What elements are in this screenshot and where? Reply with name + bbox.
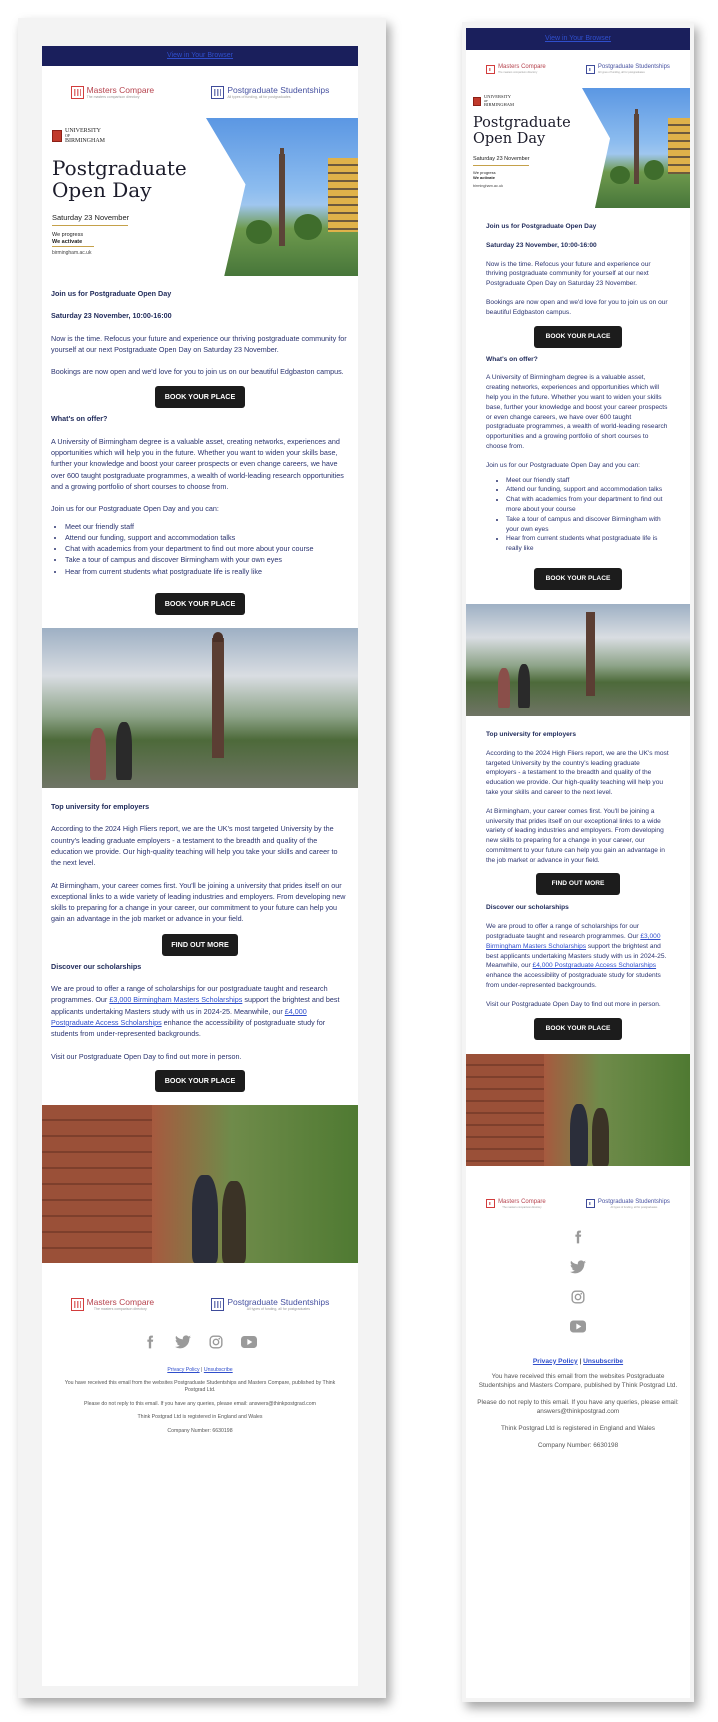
pg-studentships-mark-icon — [586, 65, 595, 74]
employers-para2: At Birmingham, your career comes first. You'll be joining a university that prides itself on our exceptional links to a wide variety of leading industries and employers. From developing new skills to preparing for a change in your career, our commitment to your future can help you gain an advantage in the job market or advance in your field. — [51, 880, 346, 924]
intro-para1: Now is the time. Refocus your future and experience our thriving postgraduate community for yourself at our next Postgraduate Open Day on Saturday 23 November. — [51, 333, 347, 354]
list-item: • Attend our funding, support and accommodation talks — [506, 485, 670, 495]
facebook-icon[interactable] — [143, 1335, 157, 1349]
pg-studentships-logo[interactable]: Postgraduate Studentships All types of funding, all for postgraduates — [211, 86, 329, 99]
pg-studentships-mark-icon — [211, 86, 224, 99]
offer-heading: What's on offer? — [51, 414, 108, 424]
facebook-icon[interactable] — [571, 1230, 585, 1244]
hero-title: Postgraduate Open Day — [473, 115, 571, 147]
hero-date: Saturday 23 November — [52, 213, 130, 222]
footer-company: Company Number: 6630198 — [167, 1427, 233, 1434]
header-logos — [42, 66, 358, 118]
instagram-icon[interactable] — [209, 1335, 223, 1349]
find-out-more-button[interactable]: FIND OUT MORE — [162, 934, 238, 956]
campus-tower-photo — [466, 604, 690, 716]
youtube-icon[interactable] — [241, 1335, 257, 1349]
employers-para1: According to the 2024 High Fliers report, we are the UK's most targeted University by the country's leading graduate employers - a testament to the breadth and quality of the education we provide. Our high-quality teaching will help you take your skills and career to the next level. — [51, 824, 338, 868]
hero-slogan: We progress We activate — [473, 170, 496, 180]
list-item: • Hear from current students what postgraduate life is really like — [65, 566, 349, 577]
pg-studentships-mark-icon — [211, 1298, 224, 1311]
book-place-button[interactable]: BOOK YOUR PLACE — [155, 593, 245, 615]
pg-studentships-logo[interactable]: Postgraduate Studentships All types of funding, all for postgraduates — [586, 64, 670, 74]
youtube-icon[interactable] — [570, 1320, 586, 1333]
hero-title: Postgraduate Open Day — [52, 156, 187, 202]
intro-heading: Join us for Postgraduate Open Day — [51, 289, 172, 298]
desktop-content — [42, 276, 358, 615]
scholarships-para1: We are proud to offer a range of scholarships for our postgraduate taught and research programmes. Our £3,000 Birmingham Masters Scholarships support the brightest and best applicants undertaking Masters study with us in 2024-25. Meanwhile, our £4,000 Postgraduate Access Scholarships enhance the accessibility of postgraduate study for students from under-represented backgrounds. — [51, 984, 340, 1039]
list-item: • Take a tour of campus and discover Birmingham with your own eyes — [506, 515, 670, 535]
employers-heading: Top university for employers — [51, 802, 150, 812]
book-place-button[interactable]: BOOK YOUR PLACE — [534, 1018, 622, 1040]
pg-studentships-logo[interactable]: Postgraduate Studentships All types of funding, all for postgraduates — [586, 1199, 670, 1209]
list-item: • Meet our friendly staff — [506, 476, 670, 486]
privacy-policy-link[interactable]: Privacy Policy — [532, 1357, 578, 1365]
instagram-icon[interactable] — [571, 1290, 585, 1304]
pg-studentships-mark-icon — [586, 1199, 595, 1208]
pg-studentships-logo[interactable]: Postgraduate Studentships All types of funding, all for postgraduates — [211, 1298, 329, 1311]
footer-noreply: Please do not reply to this email. If you have any queries, please email: answers@thinkpostgrad.com — [84, 1400, 316, 1407]
footer-registered: Think Postgrad Ltd is registered in England and Wales — [137, 1414, 263, 1421]
unsubscribe-link[interactable]: Unsubscribe — [203, 1366, 233, 1373]
email-mobile: View in Your Browser Masters Compare The masters comparison directory Postgraduate Studentships All types of funding, all for postgraduates UNIVERSITY OF BIRMINGHAM Postgraduate Open Day Saturday 23 November We progress We activate birmingham.ac.uk Join us for Postgraduate Open Day Saturday 23 November, 10:00-16:00 Now is the time. Refocus your future and experience our thriving postgraduate community for yourself at our next Postgraduate Open Day on Saturday 23 November. Bookings are now open and we'd love for you to join us on our beautiful Edgbaston campus. BOOK YOUR PLACE What's on offer? A University of Birmingham degree is a valuable asset, creating networks, experiences and opportunities which will help you in the future. Whether you want to widen your skills base, further your knowledge and boost your career prospects or even change careers, we have over 600 taught postgraduate programmes, a wealth of world-leading research opportunities and a growing portfolio of short courses to choose from. Join us for our Postgraduate Open Day and you can: • Meet our friendly staff • Attend our funding, support and accommodation talks • Chat with academics from your department to find out more about your course • Take a tour of campus and discover Birmingham with your own eyes • Hear from current students what postgraduate life is really like BOOK YOUR PLACE Top university for employers According to the 2024 High Fliers report, we are the UK's most targeted University by the country's leading graduate employers - a testament to the breadth and quality of the education we provide. Our high-quality teaching will help you take your skills and career to the next level. At Birmingham, your career comes first. You'll be joining a university that prides itself on our exceptional links to a wide variety of leading industries and employers. From developing new skills to preparing for a change in your career, our commitment to your future can help you gain an advantage in the job market or advance in your field. FIND OUT MORE Discover our scholarships We are proud to offer a range of scholarships for our postgraduate taught and research programmes. Our £3,000 Birmingham Masters Scholarships support the brightest and best applicants undertaking Masters study with us in 2024-25. Meanwhile, our £4,000 Postgraduate Access Scholarships enhance the accessibility of postgraduate study for students from under-represented backgrounds. Visit our Postgraduate Open Day to find out more in person. BOOK YOUR PLACE Masters Compare The masters comparison directory Postgraduate Studentships All types of funding, all for postgraduates Privacy Policy | Unsubscribe You have received this email from the websites Postgraduate Studentships and Masters Compare, published by Think Postgrad Ltd. Please do not reply to this email. If you have any queries, please email: answers@thinkpostgrad.com Think Postgrad Ltd is registered in England and Wales Company Number: 6630198 — [466, 28, 690, 1698]
view-in-browser-link[interactable]: View in Your Browser — [42, 46, 358, 66]
find-out-more-button[interactable]: FIND OUT MORE — [536, 873, 620, 895]
twitter-icon[interactable] — [570, 1260, 586, 1274]
masters-compare-mark-icon — [71, 1298, 84, 1311]
unsubscribe-link[interactable]: Unsubscribe — [583, 1357, 624, 1365]
offer-para2: Join us for our Postgraduate Open Day and you can: — [51, 504, 219, 514]
masters-compare-logo[interactable]: Masters Compare The masters comparison directory — [71, 86, 155, 99]
hero-date: Saturday 23 November — [473, 156, 530, 162]
footer-received: You have received this email from the websites Postgraduate Studentships and Masters Compare, published by Think Postgrad Ltd. — [64, 1379, 336, 1394]
list-item: • Hear from current students what postgraduate life is really like — [506, 534, 670, 554]
intro-datetime: Saturday 23 November, 10:00-16:00 — [51, 311, 172, 321]
list-item: • Chat with academics from your department to find out more about your course — [506, 495, 670, 515]
campus-tower-photo — [42, 628, 358, 788]
header-logos — [466, 50, 690, 88]
masters-compare-logo[interactable]: Masters Compare The masters comparison directory — [486, 1199, 546, 1209]
book-place-button[interactable]: BOOK YOUR PLACE — [155, 386, 245, 408]
twitter-icon[interactable] — [175, 1335, 191, 1349]
desktop-footer: Masters Compare The masters comparison directory Postgraduate Studentships All types of funding, all for postgraduates Privacy Policy | Unsubscribe You have received this email from the websites Postgraduate Studentships and Masters Compare, published by Think Postgrad Ltd. Please do not reply to this email. If you have any queries, please email: answers@thinkpostgrad.com Think Postgrad Ltd is registered in England and Wales Company Number: 6630198 — [42, 1263, 358, 1436]
hero-banner[interactable] — [466, 88, 690, 208]
masters-compare-mark-icon — [486, 1199, 495, 1208]
uob-logo: UNIVERSITY OF BIRMINGHAM — [473, 95, 514, 107]
book-place-button[interactable]: BOOK YOUR PLACE — [534, 568, 622, 590]
offer-bullet-list — [51, 521, 349, 577]
view-in-browser-link[interactable]: View in Your Browser — [466, 28, 690, 50]
offer-para1: A University of Birmingham degree is a valuable asset, creating networks, experiences and opportunities which will help you in the future. Whether you want to widen your skills base, further your knowledge and boost your career prospects or even change careers, we have over 600 taught postgraduate programmes, a wealth of world-leading research opportunities and a growing portfolio of short courses to choose from. — [51, 436, 344, 491]
list-item: • Attend our funding, support and accommodation talks — [65, 532, 349, 543]
privacy-policy-link[interactable]: Privacy Policy — [167, 1366, 200, 1373]
masters-compare-logo[interactable]: Masters Compare The masters comparison directory — [486, 64, 546, 74]
hero-website: birmingham.ac.uk — [473, 184, 503, 188]
offer-bullet-list — [486, 476, 670, 554]
hero-website: birmingham.ac.uk — [52, 250, 92, 256]
students-campus-photo — [42, 1105, 358, 1263]
students-campus-photo — [466, 1054, 690, 1166]
masters-scholarship-link[interactable]: £3,000 Birmingham Masters Scholarships — [109, 995, 243, 1005]
mobile-content: Join us for Postgraduate Open Day Saturday 23 November, 10:00-16:00 Now is the time. Refocus your future and experience our thriving postgraduate community for yourself at our next Postgraduate Open Day on Saturday 23 November. Bookings are now open and we'd love for you to join us on our beautiful Edgbaston campus. BOOK YOUR PLACE What's on offer? A University of Birmingham degree is a valuable asset, creating networks, experiences and opportunities which will help you in the future. Whether you want to widen your skills base, further your knowledge and boost your career prospects or even change careers, we have over 600 taught postgraduate programmes, a wealth of world-leading research opportunities and a growing portfolio of short courses to choose from. Join us for our Postgraduate Open Day and you can: • Meet our friendly staff • Attend our funding, support and accommodation talks • Chat with academics from your department to find out more about your course • Take a tour of campus and discover Birmingham with your own eyes • Hear from current students what postgraduate life is really like BOOK YOUR PLACE — [466, 208, 690, 590]
masters-compare-mark-icon — [71, 86, 84, 99]
intro-para2: Bookings are now open and we'd love for you to join us on our beautiful Edgbaston campus. — [51, 367, 344, 377]
email-desktop — [42, 46, 358, 1686]
list-item: • Take a tour of campus and discover Birmingham with your own eyes — [65, 554, 349, 565]
scholarships-heading: Discover our scholarships — [51, 961, 142, 971]
book-place-button[interactable]: BOOK YOUR PLACE — [155, 1070, 245, 1092]
access-scholarship-link[interactable]: £4,000 Postgraduate Access Scholarships — [532, 962, 657, 970]
social-icons — [42, 1335, 358, 1349]
hero-campus-photo — [206, 118, 358, 276]
book-place-button[interactable]: BOOK YOUR PLACE — [534, 326, 622, 348]
hero-campus-photo — [582, 88, 690, 208]
masters-scholarship-link[interactable]: £3,000 Birmingham Masters Scholarships — [486, 933, 661, 950]
list-item: • Chat with academics from your department to find out more about your course — [65, 543, 349, 554]
access-scholarship-link[interactable]: £4,000 Postgraduate Access Scholarships — [51, 1006, 307, 1027]
masters-compare-mark-icon — [486, 65, 495, 74]
hero-banner[interactable] — [42, 118, 358, 276]
uob-logo: UNIVERSITY OF BIRMINGHAM — [52, 128, 105, 144]
list-item: • Meet our friendly staff — [65, 521, 349, 532]
mobile-footer: Masters Compare The masters comparison directory Postgraduate Studentships All types of funding, all for postgraduates Privacy Policy | Unsubscribe You have received this email from the websites Postgraduate Studentships and Masters Compare, published by Think Postgrad Ltd. Please do not reply to this email. If you have any queries, please email: answers@thinkpostgrad.com Think Postgrad Ltd is registered in England and Wales Company Number: 6630198 — [466, 1166, 690, 1450]
masters-compare-logo[interactable]: Masters Compare The masters comparison directory — [71, 1298, 155, 1311]
scholarships-para2: Visit our Postgraduate Open Day to find out more in person. — [51, 1051, 242, 1061]
hero-slogan: We progress We activate — [52, 232, 84, 245]
social-icons — [466, 1230, 690, 1333]
